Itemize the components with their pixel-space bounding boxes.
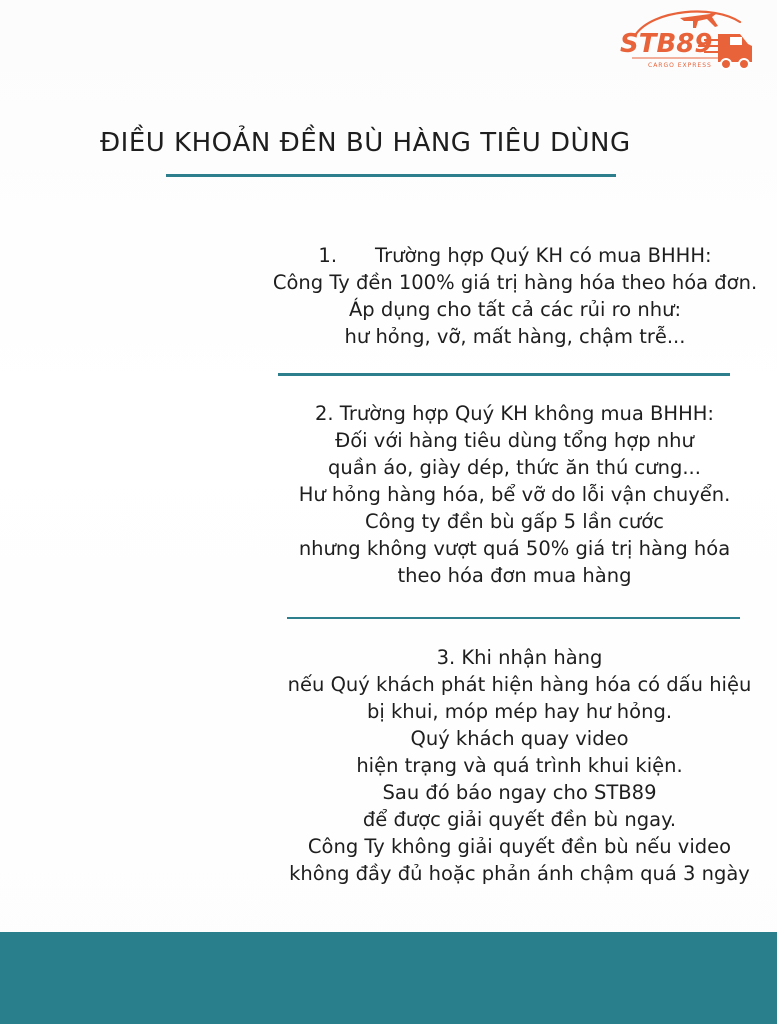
section-number: 1. <box>318 244 338 267</box>
section-line: nếu Quý khách phát hiện hàng hóa có dấu hiệu <box>287 673 752 696</box>
section-line: hiện trạng và quá trình khui kiện. <box>356 754 683 777</box>
footer-band <box>0 932 777 1024</box>
section-line: theo hóa đơn mua hàng <box>397 564 632 587</box>
section-line: bị khui, móp mép hay hư hỏng. <box>366 700 673 723</box>
section-line: Đối với hàng tiêu dùng tổng hợp như <box>335 429 694 452</box>
logo-tagline: CARGO EXPRESS <box>648 62 712 69</box>
title-divider <box>166 174 616 177</box>
section-line: Áp dụng cho tất cả các rủi ro như: <box>348 298 682 321</box>
section-line: Hư hỏng hàng hóa, bể vỡ do lỗi vận chuyển. <box>298 483 731 506</box>
section-2 <box>262 400 767 589</box>
section-heading <box>250 242 777 269</box>
section-line: hư hỏng, vỡ, mất hàng, chậm trễ... <box>344 325 686 348</box>
section-divider <box>278 373 730 376</box>
stb89-logo-graphic <box>618 4 768 74</box>
company-logo <box>618 4 768 74</box>
section-line: Công ty đền bù gấp 5 lần cước <box>365 510 664 533</box>
section-divider <box>287 617 740 619</box>
section-heading: 2. Trường hợp Quý KH không mua BHHH: <box>314 402 714 425</box>
section-line: Công Ty đền 100% giá trị hàng hóa theo hóa đơn. <box>272 271 758 294</box>
section-line: Sau đó báo ngay cho STB89 <box>382 781 657 804</box>
airplane-icon <box>680 12 718 28</box>
section-3 <box>262 644 777 887</box>
section-1 <box>250 242 777 350</box>
section-heading-text: Trường hợp Quý KH có mua BHHH: <box>375 244 712 267</box>
section-line: để được giải quyết đền bù ngay. <box>362 808 677 831</box>
section-heading: 3. Khi nhận hàng <box>436 646 603 669</box>
logo-text: STB89 <box>620 29 713 59</box>
section-line: Công Ty không giải quyết đền bù nếu video <box>307 835 732 858</box>
section-line: quần áo, giày dép, thức ăn thú cưng... <box>328 456 701 479</box>
page-title: ĐIỀU KHOẢN ĐỀN BÙ HÀNG TIÊU DÙNG <box>100 128 631 158</box>
section-line: Quý khách quay video <box>410 727 629 750</box>
section-line: không đầy đủ hoặc phản ánh chậm quá 3 ngày <box>289 862 750 885</box>
section-line: nhưng không vượt quá 50% giá trị hàng hóa <box>298 537 731 560</box>
